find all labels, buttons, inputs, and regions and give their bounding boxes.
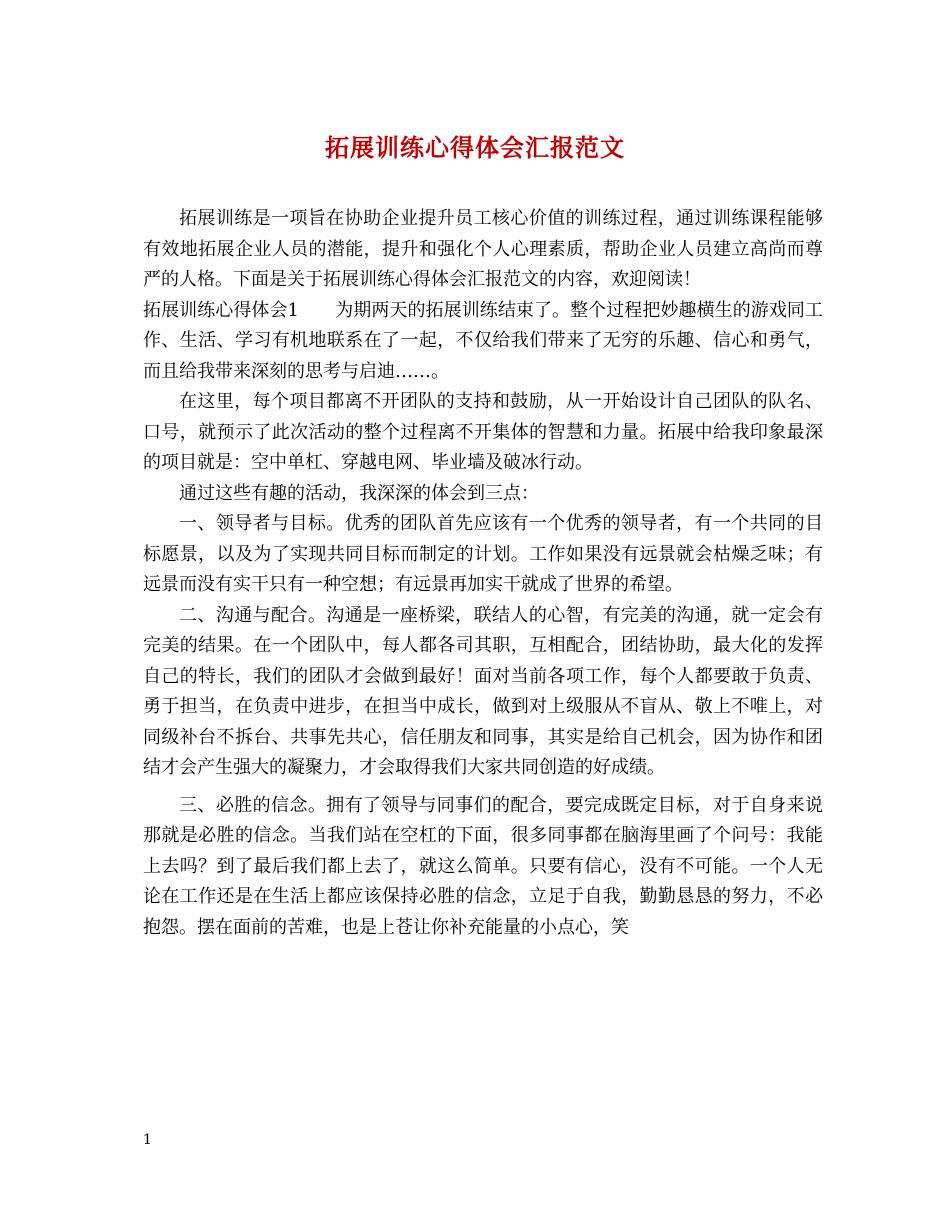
paragraph-intro: 拓展训练是一项旨在协助企业提升员工核心价值的训练过程，通过训练课程能够有效地拓展企业人员的潜能，提升和强化个人心理素质，帮助企业人员建立高尚而尊严的人格。下面是关于拓展训练心得体会汇报范文的内容，欢迎阅读！: [143, 208, 823, 290]
paragraph-leader-goal: 一、领导者与目标。优秀的团队首先应该有一个优秀的领导者，有一个共同的目标愿景，以及为了实现共同目标而制定的计划。工作如果没有远景就会枯燥乏味；有远景而没有实干只有一种空想；有远景再加实干就成了世界的希望。: [143, 513, 823, 595]
paragraph-three-points: 通过这些有趣的活动，我深深的体会到三点：: [179, 482, 539, 504]
document-body: [143, 204, 823, 943]
page-number: 1: [143, 1132, 152, 1148]
paragraph-team-support: 在这里，每个项目都离不开团队的支持和鼓励，从一开始设计自己团队的队名、口号，就预示了此次活动的整个过程离不开集体的智慧和力量。拓展中给我印象最深的项目就是：空中单杠、穿越电网、毕业墙及破冰行动。: [143, 391, 823, 473]
paragraph-section-1: 拓展训练心得体会1 为期两天的拓展训练结束了。整个过程把妙趣横生的游戏同工作、生活、学习有机地联系在了一起，不仅给我们带来了无穷的乐趣、信心和勇气，而且给我带来深刻的思考与启迪……。: [143, 299, 823, 382]
paragraph-communication: 二、沟通与配合。沟通是一座桥梁，联结人的心智，有完美的沟通，就一定会有完美的结果。在一个团队中，每人都各司其职，互相配合，团结协助，最大化的发挥自己的特长，我们的团队才会做到最好！面对当前各项工作，每个人都要敢于负责、勇于担当，在负责中进步，在担当中成长，做到对上级服从不盲从、敬上不唯上，对同级补台不拆台、共事先共心，信任朋友和同事，其实是给自己机会，因为协作和团结才会产生强大的凝聚力，才会取得我们大家共同创造的好成绩。: [143, 604, 823, 778]
document-title: 拓展训练心得体会汇报范文: [325, 133, 625, 162]
paragraph-belief: 三、必胜的信念。拥有了领导与同事们的配合，要完成既定目标，对于自身来说那就是必胜的信念。当我们站在空杠的下面，很多同事都在脑海里画了个问号：我能上去吗？到了最后我们都上去了，就这么简单。只要有信心，没有不可能。一个人无论在工作还是在生活上都应该保持必胜的信念，立足于自我，勤勤恳恳的努力，不必抱怨。摆在面前的苦难，也是上苍让你补充能量的小点心，笑: [143, 794, 823, 938]
